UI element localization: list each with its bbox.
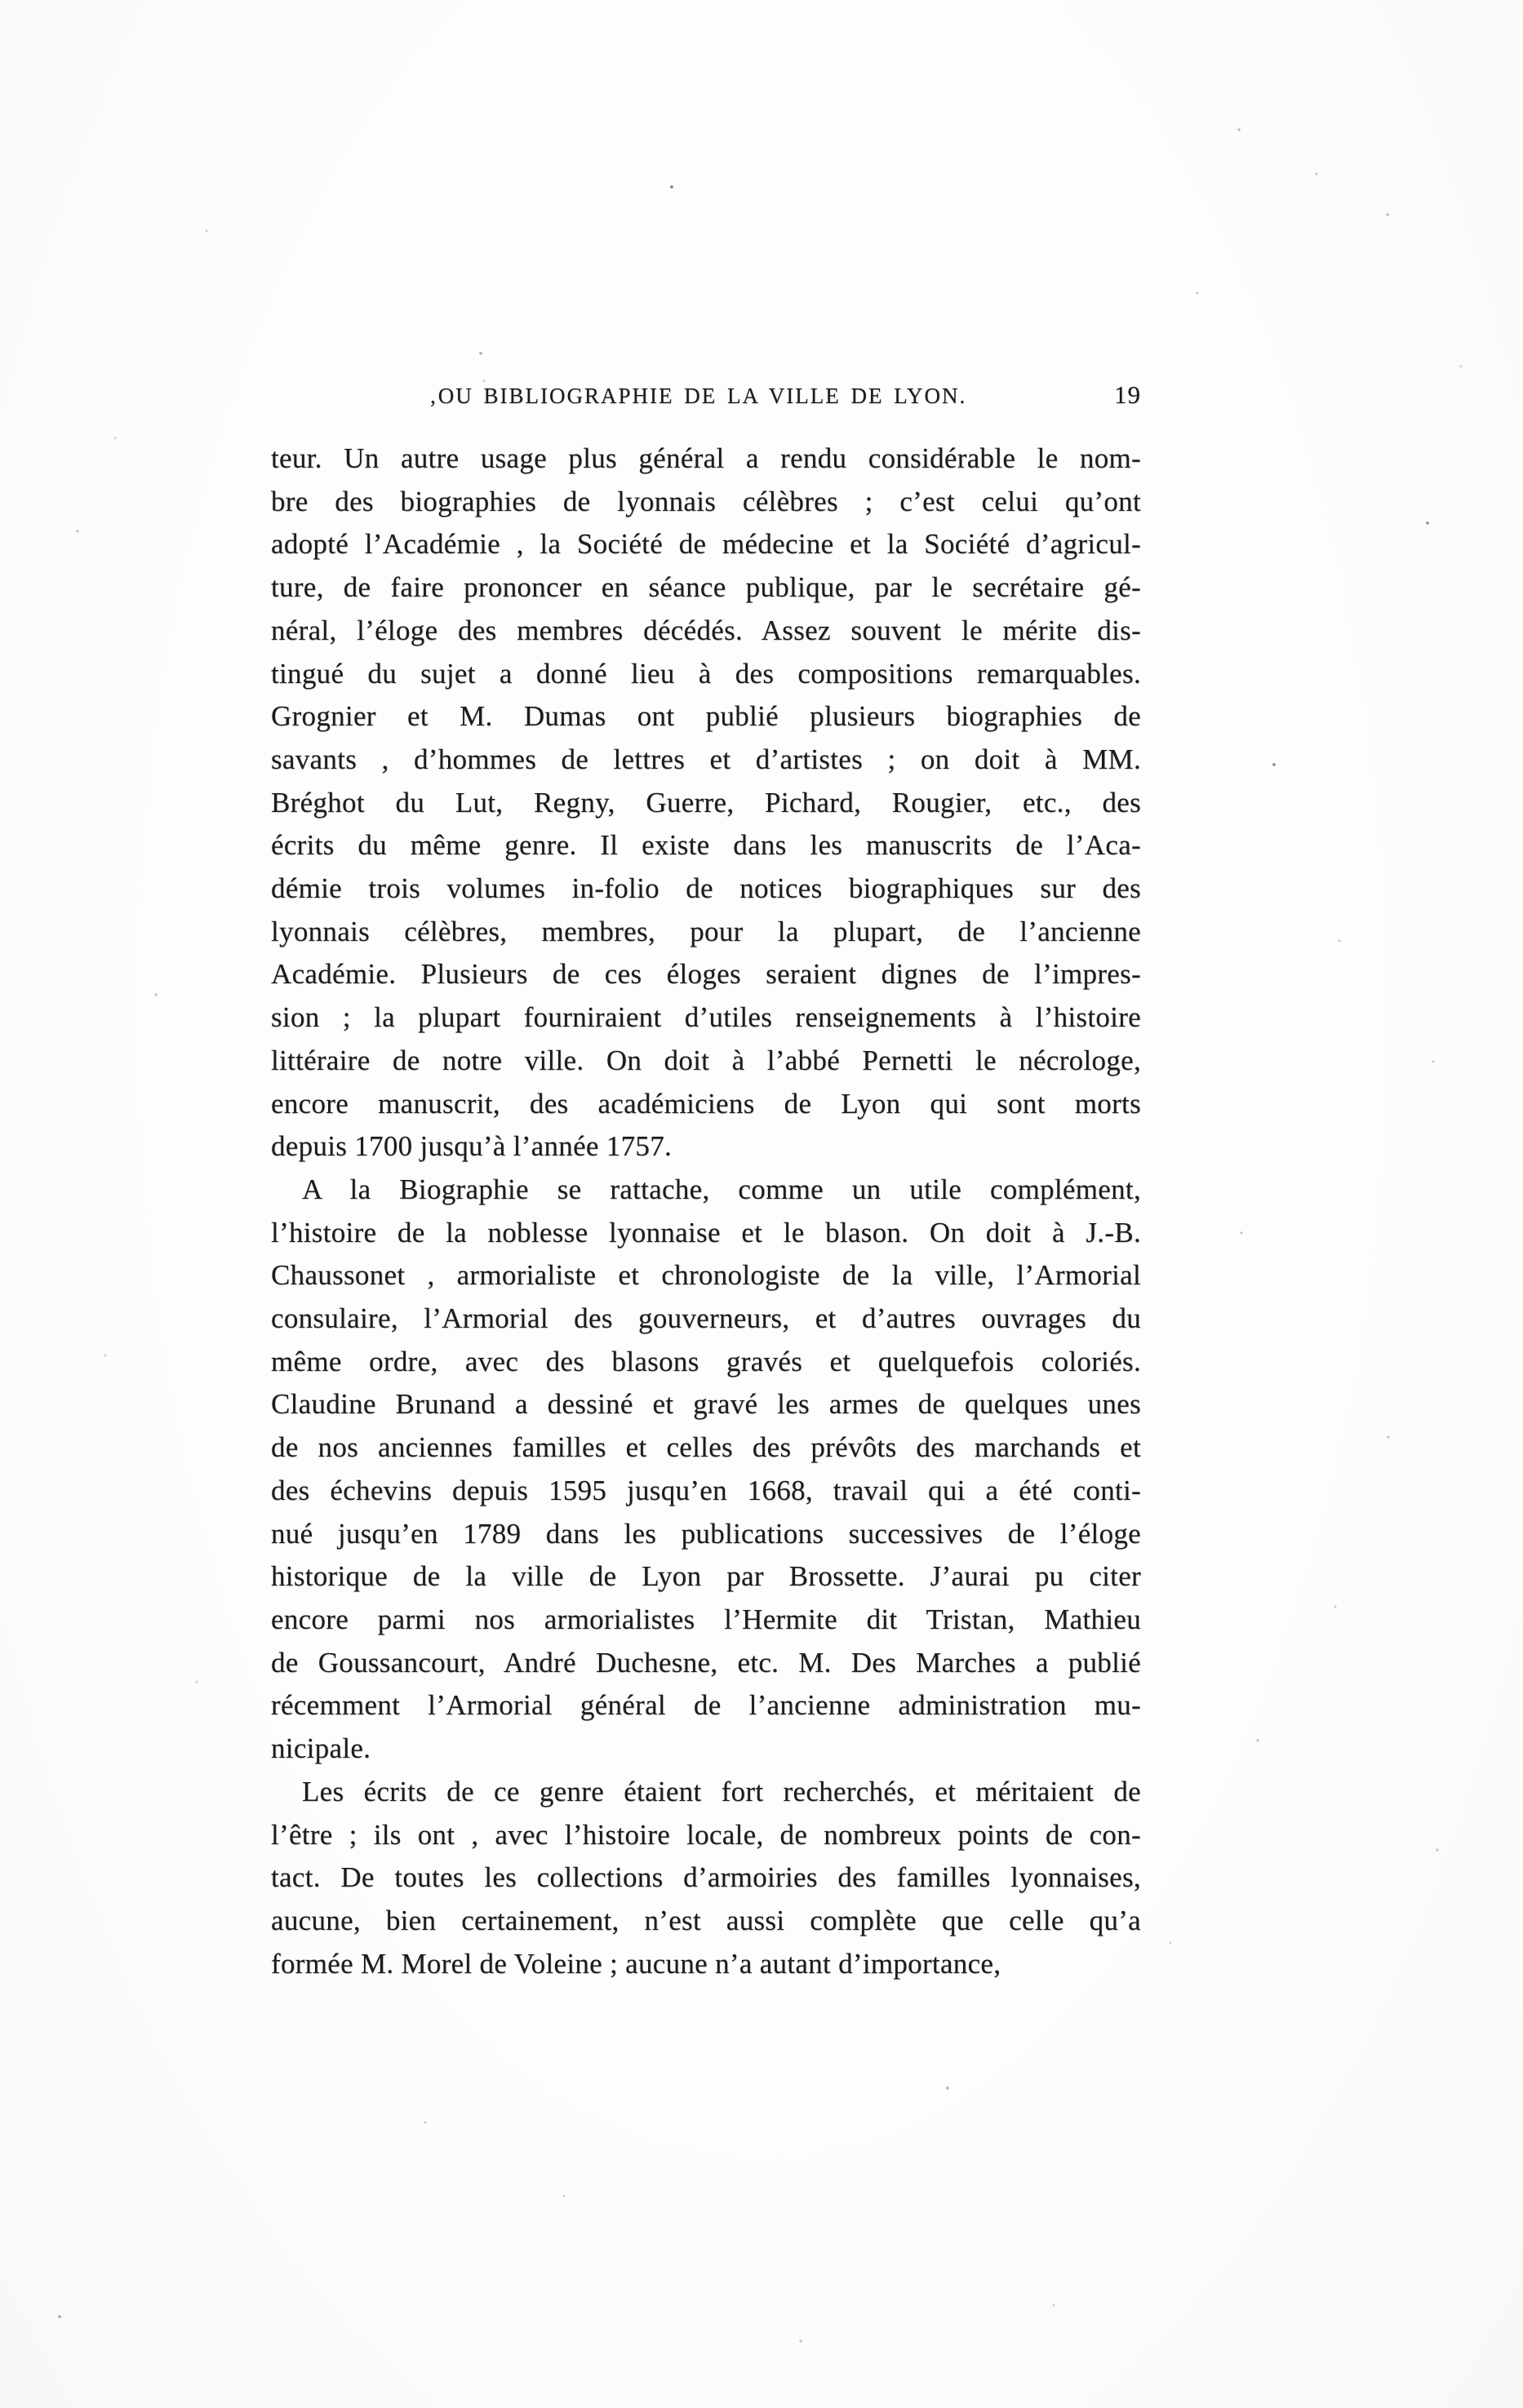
text-line: consulaire, l’Armorial des gouverneurs, et d’autres ouvrages du — [271, 1302, 1141, 1335]
running-title: ‚OU BIBLIOGRAPHIE DE LA VILLE DE LYON. — [428, 384, 967, 408]
text-line: savants , d’hommes de lettres et d’artistes ; on doit à MM. — [271, 743, 1141, 775]
text-line: l’histoire de la noblesse lyonnaise et le blason. On doit à J.-B. — [271, 1216, 1141, 1248]
text-line: de nos anciennes familles et celles des prévôts des marchands et — [271, 1431, 1141, 1464]
text-line: des échevins depuis 1595 jusqu’en 1668, travail qui a été conti- — [271, 1474, 1141, 1506]
text-line: aucune, bien certainement, n’est aussi complète que celle qu’a — [271, 1904, 1141, 1936]
running-head — [271, 380, 1141, 421]
text-line: récemment l’Armorial général de l’ancienne administration mu- — [271, 1689, 1141, 1722]
text-line: tingué du sujet a donné lieu à des compositions remarquables. — [271, 657, 1141, 690]
page-body — [271, 437, 1141, 1985]
text-line: Claudine Brunand a dessiné et gravé les armes de quelques unes — [271, 1388, 1141, 1421]
text-line: de Goussancourt, André Duchesne, etc. M. Des Marches a publié — [271, 1646, 1141, 1679]
text-line: Grognier et M. Dumas ont publié plusieurs biographies de — [271, 700, 1141, 733]
text-line: l’être ; ils ont , avec l’histoire locale, de nombreux points de con- — [271, 1818, 1141, 1851]
text-line: teur. Un autre usage plus général a rendu considérable le nom- — [271, 442, 1141, 474]
scan-noise — [0, 0, 2, 2]
text-line: Les écrits de ce genre étaient fort recherchés, et méritaient de — [302, 1775, 1141, 1807]
text-line: historique de la ville de Lyon par Brossette. J’aurai pu citer — [271, 1560, 1141, 1593]
text-line: tact. De toutes les collections d’armoiries des familles lyonnaises, — [271, 1861, 1141, 1894]
text-line: lyonnais célèbres, membres, pour la plupart, de l’ancienne — [271, 915, 1141, 947]
page-number: 19 — [1114, 380, 1141, 409]
text-line: Bréghot du Lut, Regny, Guerre, Pichard, Rougier, etc., des — [271, 786, 1141, 818]
text-line: Chaussonet , armorialiste et chronologiste de la ville, l’Armorial — [271, 1259, 1141, 1292]
text-line: démie trois volumes in-folio de notices biographiques sur des — [271, 872, 1141, 905]
text-line: A la Biographie se rattache, comme un utile complément, — [302, 1173, 1141, 1205]
text-line: Académie. Plusieurs de ces éloges seraient dignes de l’impres- — [271, 958, 1141, 991]
text-line: sion ; la plupart fourniraient d’utiles renseignements à l’histoire — [271, 1001, 1141, 1034]
text-line: bre des biographies de lyonnais célèbres ; c’est celui qu’ont — [271, 485, 1141, 517]
text-line: depuis 1700 jusqu’à l’année 1757. — [271, 1130, 673, 1163]
text-line: encore manuscrit, des académiciens de Lyon qui sont morts — [271, 1087, 1141, 1120]
text-line: écrits du même genre. Il existe dans les manuscrits de l’Aca- — [271, 829, 1141, 862]
text-line: néral, l’éloge des membres décédés. Assez souvent le mérite dis- — [271, 614, 1141, 646]
text-line: adopté l’Académie , la Société de médecine et la Société d’agricul- — [271, 528, 1141, 561]
text-line: ture, de faire prononcer en séance publique, par le secrétaire gé- — [271, 571, 1141, 604]
text-line: même ordre, avec des blasons gravés et quelquefois coloriés. — [271, 1345, 1141, 1377]
text-line: formée M. Morel de Voleine ; aucune n’a autant d’importance, — [271, 1947, 1001, 1980]
text-line: littéraire de notre ville. On doit à l’abbé Pernetti le nécrologe, — [271, 1044, 1141, 1076]
text-line: nué jusqu’en 1789 dans les publications successives de l’éloge — [271, 1517, 1141, 1550]
text-line: nicipale. — [271, 1732, 371, 1765]
text-line: encore parmi nos armorialistes l’Hermite dit Tristan, Mathieu — [271, 1603, 1141, 1635]
